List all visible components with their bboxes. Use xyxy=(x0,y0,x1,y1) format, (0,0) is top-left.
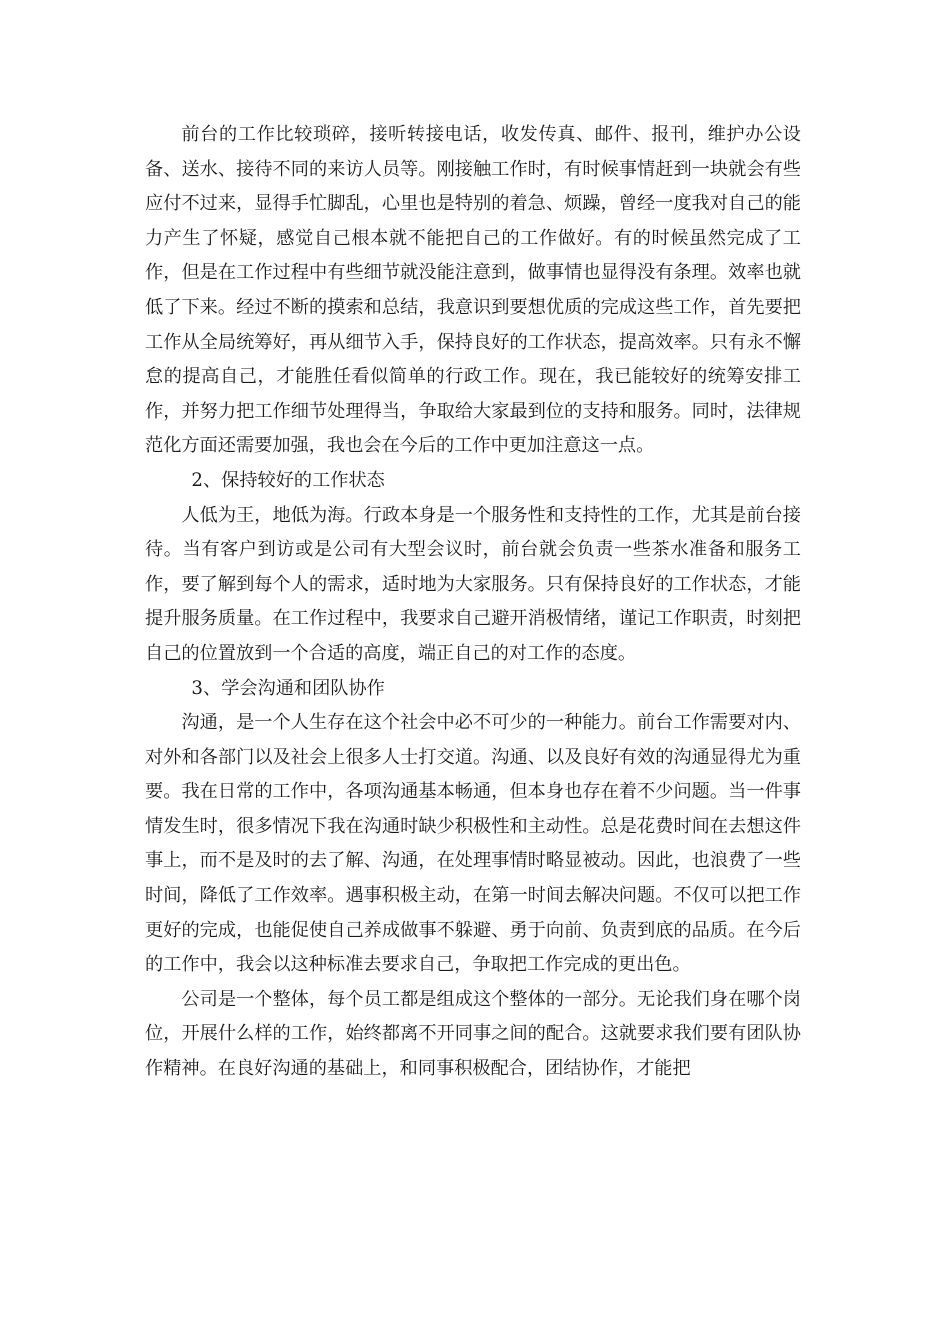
document-body xyxy=(145,118,801,1087)
paragraph-front-desk-work: 前台的工作比较琐碎，接听转接电话，收发传真、邮件、报刊，维护办公设备、送水、接待不同的来访人员等。刚接触工作时，有时候事情赶到一块就会有些应付不过来，显得手忙脚乱，心里也是特别的着急、烦躁，曾经一度我对自己的能力产生了怀疑，感觉自己根本就不能把自己的工作做好。有的时候虽然完成了工作，但是在工作过程中有些细节就没能注意到，做事情也显得没有条理。效率也就低了下来。经过不断的摸索和总结，我意识到要想优质的完成这些工作，首先要把工作从全局统筹好，再从细节入手，保持良好的工作状态，提高效率。只有永不懈怠的提高自己，才能胜任看似简单的行政工作。现在，我已能较好的统筹安排工作，并努力把工作细节处理得当，争取给大家最到位的支持和服务。同时，法律规范化方面还需要加强，我也会在今后的工作中更加注意这一点。 xyxy=(145,124,801,457)
paragraph-work-state: 人低为王，地低为海。行政本身是一个服务性和支持性的工作，尤其是前台接待。当有客户到访或是公司有大型会议时，前台就会负责一些茶水准备和服务工作，要了解到每个人的需求，适时地为大家服务。只有保持良好的工作状态，才能提升服务质量。在工作过程中，我要求自己避开消极情绪，谨记工作职责，时刻把自己的位置放到一个合适的高度，端正自己的对工作的态度。 xyxy=(145,504,801,664)
paragraph-communication: 沟通，是一个人生存在这个社会中必不可少的一种能力。前台工作需要对内、对外和各部门以及社会上很多人士打交道。沟通、以及良好有效的沟通显得尤为重要。我在日常的工作中，各项沟通基本畅通，但本身也存在着不少问题。当一件事情发生时，很多情况下我在沟通时缺少积极性和主动性。总是花费时间在去想这件事上，而不是及时的去了解、沟通，在处理事情时略显被动。因此，也浪费了一些时间，降低了工作效率。遇事积极主动，在第一时间去解决问题。不仅可以把工作更好的完成，也能促使自己养成做事不躲避、勇于向前、负责到底的品质。在今后的工作中，我会以这种标准去要求自己，争取把工作完成的更出色。 xyxy=(145,712,801,976)
section-heading-communication: 3、学会沟通和团队协作 xyxy=(191,677,385,699)
paragraph-teamwork: 公司是一个整体，每个员工都是组成这个整体的一部分。无论我们身在哪个岗位，开展什么样的工作，始终都离不开同事之间的配合。这就要求我们要有团队协作精神。在良好沟通的基础上，和同事积极配合，团结协作，才能把 xyxy=(145,988,801,1080)
section-heading-work-state: 2、保持较好的工作状态 xyxy=(191,469,385,491)
